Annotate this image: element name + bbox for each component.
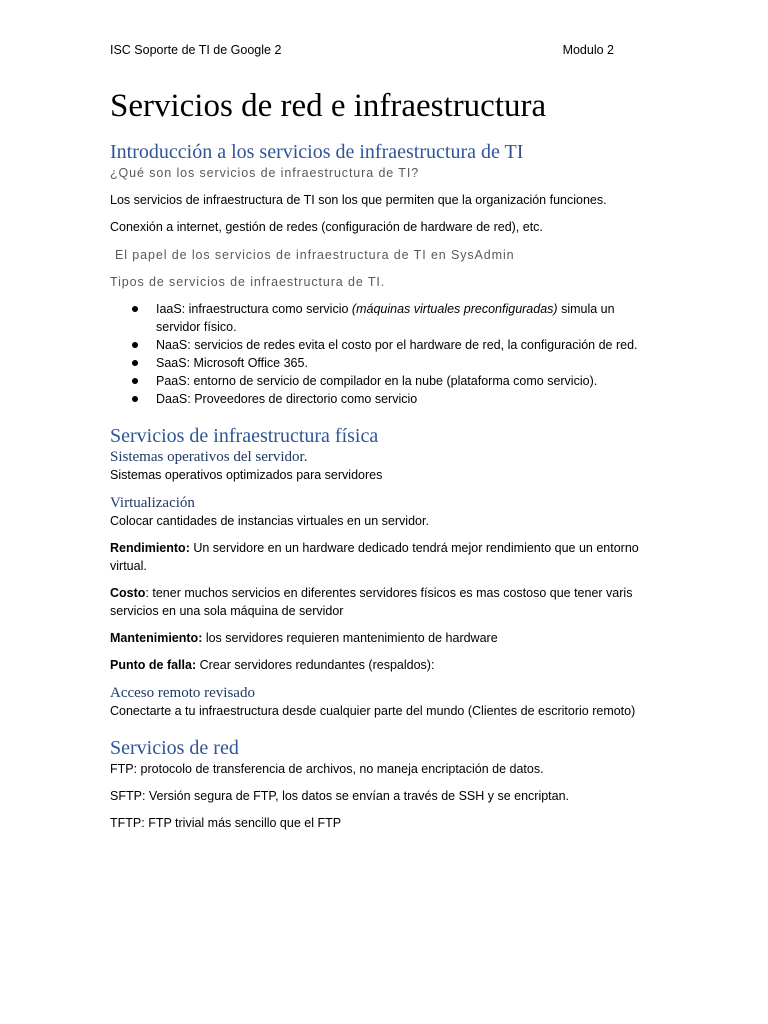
failure-point-paragraph: Punto de falla: Crear servidores redundantes (respaldos): (110, 658, 435, 672)
performance-paragraph: Rendimiento: Un servidore en un hardware dedicado tendrá mejor rendimiento que un entorno virtual. (110, 541, 639, 573)
intro-subtitle-2: El papel de los servicios de infraestructura de TI en SysAdmin (115, 248, 515, 262)
page-header (110, 43, 614, 57)
bullet-icon (132, 342, 138, 348)
remote-access-heading: Acceso remoto revisado (110, 685, 255, 701)
network-heading: Servicios de red (110, 737, 239, 759)
service-types-list (110, 300, 660, 408)
intro-subtitle-3: Tipos de servicios de infraestructura de TI. (110, 275, 386, 289)
document-title: Servicios de red e infraestructura (110, 88, 547, 124)
intro-subtitle-1: ¿Qué son los servicios de infraestructura de TI? (110, 166, 420, 180)
bullet-icon (132, 396, 138, 402)
sftp-text: SFTP: Versión segura de FTP, los datos se envían a través de SSH y se encriptan. (110, 789, 570, 803)
ftp-text: FTP: protocolo de transferencia de archivos, no maneja encriptación de datos. (110, 762, 544, 776)
intro-heading: Introducción a los servicios de infraestructura de TI (110, 141, 524, 163)
physical-heading: Servicios de infraestructura física (110, 425, 379, 447)
intro-paragraph-2: Conexión a internet, gestión de redes (configuración de hardware de red), etc. (110, 220, 543, 234)
list-item: SaaS: Microsoft Office 365. (110, 354, 660, 372)
bullet-icon (132, 306, 138, 312)
intro-paragraph-1: Los servicios de infraestructura de TI son los que permiten que la organización funciones. (110, 193, 607, 207)
list-item: PaaS: entorno de servicio de compilador en la nube (plataforma como servicio). (110, 372, 660, 390)
cost-paragraph: Costo: tener muchos servicios en diferentes servidores físicos es mas costoso que tener varis servicios en una sola máquina de servidor (110, 586, 633, 618)
remote-access-text: Conectarte a tu infraestructura desde cualquier parte del mundo (Clientes de escritorio remoto) (110, 704, 636, 718)
os-text: Sistemas operativos optimizados para servidores (110, 468, 383, 482)
bullet-icon (132, 360, 138, 366)
list-item: DaaS: Proveedores de directorio como servicio (110, 390, 660, 408)
virtualization-heading: Virtualización (110, 495, 195, 511)
header-left: ISC Soporte de TI de Google 2 (110, 43, 282, 57)
document-body (110, 86, 660, 832)
os-heading: Sistemas operativos del servidor. (110, 449, 308, 465)
maintenance-paragraph: Mantenimiento: los servidores requieren mantenimiento de hardware (110, 631, 498, 645)
list-item: NaaS: servicios de redes evita el costo por el hardware de red, la configuración de red. (110, 336, 660, 354)
tftp-text: TFTP: FTP trivial más sencillo que el FTP (110, 816, 342, 830)
header-right: Modulo 2 (562, 43, 614, 57)
list-item: IaaS: infraestructura como servicio (máquinas virtuales preconfiguradas) simula un servidor físico. (110, 300, 660, 336)
virtualization-text: Colocar cantidades de instancias virtuales en un servidor. (110, 514, 429, 528)
bullet-icon (132, 378, 138, 384)
